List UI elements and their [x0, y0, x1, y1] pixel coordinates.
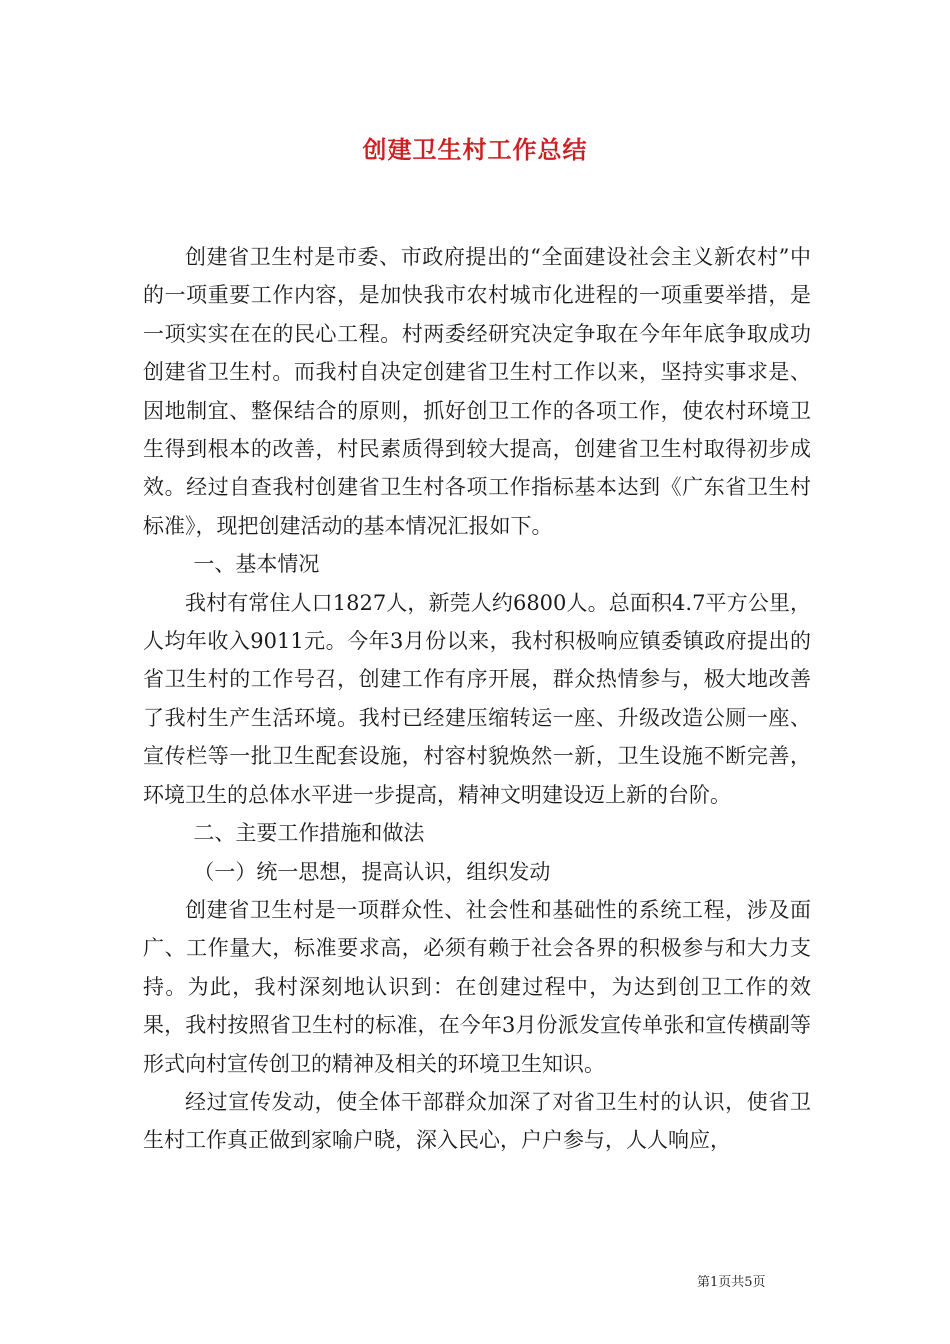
- paragraph-unify-thinking: 创建省卫生村是一项群众性、社会性和基础性的系统工程，涉及面广、工作量大，标准要求高，必须有赖于社会各界的积极参与和大力支持。为此，我村深刻地认识到：在创建过程中，为达到创卫工作的效果，我村按照省卫生村的标准，在今年3月份派发宣传单张和宣传横副等形式向村宣传创卫的精神及相关的环境卫生知识。: [143, 897, 811, 1076]
- section-heading-basic-situation: 一、基本情况: [193, 552, 320, 577]
- subsection-heading-unify-thinking: （一）统一思想，提高认识，组织发动: [193, 859, 551, 884]
- paragraph-basic-situation: 我村有常住人口1827人，新莞人约6800人。总面积4.7平方公里，人均年收入9011元。今年3月份以来，我村积极响应镇委镇政府提出的省卫生村的工作号召，创建工作有序开展，群众热情参与，极大地改善了我村生产生活环境。我村已经建压缩转运一座、升级改造公厕一座、宣传栏等一批卫生配套设施，村容村貌焕然一新，卫生设施不断完善，环境卫生的总体水平进一步提高，精神文明建设迈上新的台阶。: [143, 590, 811, 807]
- paragraph-intro: 创建省卫生村是市委、市政府提出的“全面建设社会主义新农村”中的一项重要工作内容，是加快我市农村城市化进程的一项重要举措，是一项实实在在的民心工程。村两委经研究决定争取在今年年底争取成功创建省卫生村。而我村自决定创建省卫生村工作以来，坚持实事求是、因地制宜、整保结合的原则，抓好创卫工作的各项工作，使农村环境卫生得到根本的改善，村民素质得到较大提高，创建省卫生村取得初步成效。经过自查我村创建省卫生村各项工作指标基本达到《广东省卫生村标准》，现把创建活动的基本情况汇报如下。: [143, 245, 811, 538]
- document-title: 创建卫生村工作总结: [362, 135, 588, 164]
- document-body: [143, 238, 811, 1160]
- paragraph-publicity: 经过宣传发动，使全体干部群众加深了对省卫生村的认识，使省卫生村工作真正做到家喻户晓，深入民心，户户参与，人人响应，: [143, 1089, 811, 1153]
- page-number-footer: 第1页共5页: [697, 1275, 766, 1290]
- section-heading-main-measures: 二、主要工作措施和做法: [193, 821, 425, 846]
